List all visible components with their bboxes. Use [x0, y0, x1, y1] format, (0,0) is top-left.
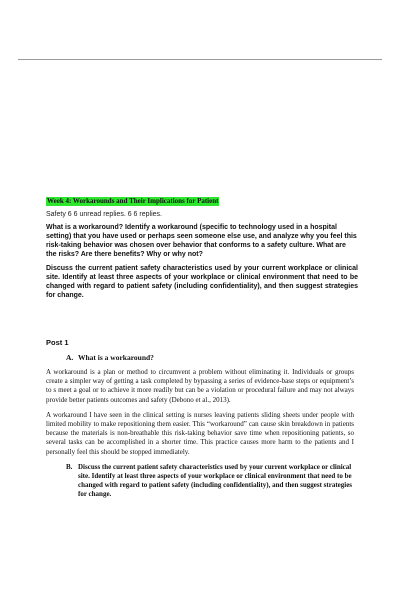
reply-count: Safety 6 6 unread replies. 6 6 replies.	[46, 211, 162, 218]
section-b-letter: B.	[66, 462, 73, 471]
paragraph-definition: A workaround is a plan or method to circumvent a problem without eliminating it. Individuals or groups create a simpler way of getting a task completed by bypassing a series of evidence-base steps or equipment’s to s meet a goal or to achieve it more readily but can be a violation or procedural failure and may not always provide better patients outcomes and safety (Debono et al., 2013).	[46, 368, 354, 404]
prompt-question-1: What is a workaround? Identify a workaround (specific to technology used in a hospital setting) that you have used or perhaps seen someone else use, and analyze why you feel this risk-taking behavior was chosen over behavior that conforms to a safety culture. What are the risks? Are there benefits? Why or why not?	[46, 224, 357, 258]
paragraph-example: A workaround I have seen in the clinical setting is nurses leaving patients sliding sheets under people with limited mobility to make repositioning them easier. This “workaround” can cause skin breakdown in patients because the materials is non-breathable this risk-taking behavior save time when repositioning patients, so several tasks can be accomplished in a shorter time. This practice causes more harm to the patients and I personally feel this should be stopped immediately.	[46, 410, 354, 456]
prompt-question-2: Discuss the current patient safety characteristics used by your current workplace or clinical site. Identify at least three aspects of your workplace or clinical environment that need to be changed with regard to patient safety (including confidentiality), and then suggest strategies for change.	[46, 265, 358, 299]
section-a-heading	[66, 353, 354, 362]
post-body	[46, 353, 354, 500]
section-b-heading	[66, 463, 354, 500]
header-divider	[18, 59, 382, 60]
assignment-block	[46, 190, 358, 305]
post-heading: Post 1	[46, 338, 69, 347]
section-a-title: What is a workaround?	[78, 353, 154, 362]
section-b-title: Discuss the current patient safety characteristics used by your current workplace or clinical site. Identify at least three aspects of your workplace or clinical environment that need to be changed with regard to patient safety (including confidentiality), and then suggest strategies for change.	[78, 462, 353, 499]
assignment-title: Week 4: Workarounds and Their Implications for Patient	[47, 197, 219, 205]
section-a-letter: A.	[66, 353, 74, 362]
